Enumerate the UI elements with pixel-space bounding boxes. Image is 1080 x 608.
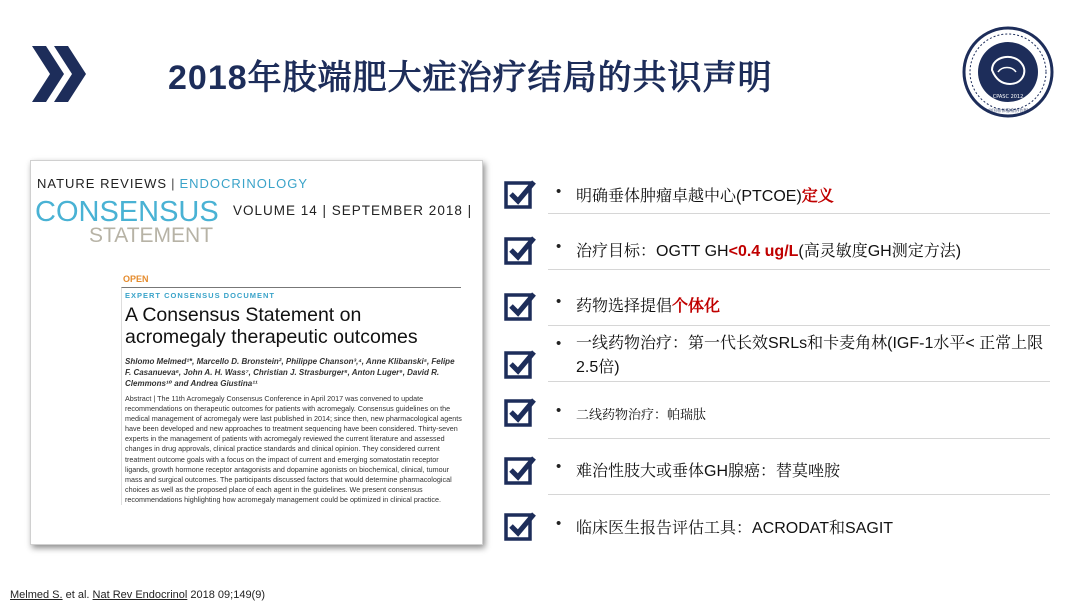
item-text: 明确垂体肿瘤卓越中心(PTCOE)	[576, 188, 802, 205]
checkbox-checked-icon	[504, 178, 536, 210]
article-abstract: Abstract | The 11th Acromegaly Consensus Conference in April 2017 was convened to update recommendations on therapeutic outcomes for patients with acromegaly. Consensus guidelines on the medical management of acromegaly were last published in 2014; since then, new pharmacological agents have been developed and new approaches to treatment sequencing have been considered. Thirty-seven experts in the management of patients with acromegaly reviewed the current literature and assessed changes in drug approvals, clinical practice standards and clinical opinion. They considered current treatment outcome goals with a focus on the impact of current and emerging somatostatin receptor ligands, growth hormone receptor antagonists and dopamine agonists on biochemical, clinical, tumour mass and surgical outcomes. The participants discussed factors that would determine pharmacological choices as well as the proposed place of each agent in the guidelines. We present consensus recommendations highlighting how acromegaly management could be optimized in clinical practice.	[125, 394, 462, 504]
divider	[548, 381, 1050, 382]
open-access-label: OPEN	[123, 274, 149, 284]
bullet: •	[556, 293, 562, 310]
doc-type-label: EXPERT CONSENSUS DOCUMENT	[125, 291, 276, 300]
item-text: 药物选择提倡	[576, 298, 673, 315]
article-title: A Consensus Statement on acromegaly therapeutic outcomes	[125, 304, 418, 348]
logo-subtext: 中国垂体腺瘤协作组	[987, 109, 1029, 114]
divider	[548, 269, 1050, 270]
double-chevron-icon	[30, 44, 90, 104]
series-title-top: CONSENSUS	[35, 196, 219, 228]
bullet: •	[556, 335, 562, 352]
series-title-bottom: STATEMENT	[89, 224, 214, 247]
list-item-text	[576, 183, 834, 206]
checkbox-checked-icon	[504, 454, 536, 486]
bullet: •	[556, 515, 562, 532]
list-item-text: 一线药物治疗：第一代长效SRLs和卡麦角林(IGF-1水平< 正常上限2.5倍)	[576, 335, 1044, 376]
paper-cover-card	[30, 160, 483, 545]
cpasc-logo	[962, 26, 1054, 118]
logo-text: CPASC 2012	[992, 94, 1024, 100]
list-item-text: 难治性肢大或垂体GH腺癌：替莫唑胺	[576, 463, 841, 480]
list-item-text	[576, 238, 961, 261]
citation-journal-link[interactable]: Nat Rev Endocrinol	[92, 589, 188, 601]
journal-name: NATURE REVIEWS	[37, 176, 168, 191]
list-item-text: 二线药物治疗：帕瑞肽	[576, 407, 707, 422]
divider	[548, 325, 1050, 326]
checkbox-checked-icon	[504, 348, 536, 380]
volume-info: VOLUME 14 | SEPTEMBER 2018 |	[233, 203, 473, 218]
list-item-text: 临床医生报告评估工具：ACRODAT和SAGIT	[576, 520, 894, 537]
checkbox-checked-icon	[504, 510, 536, 542]
citation	[10, 589, 265, 601]
divider	[548, 494, 1050, 495]
page-title: 2018年肢端肥大症治疗结局的共识声明	[168, 59, 773, 97]
citation-ref: 2018 09;149(9)	[187, 589, 265, 601]
bullet: •	[556, 402, 562, 419]
list-item-text	[576, 293, 720, 316]
citation-author-link[interactable]: Melmed S.	[10, 589, 63, 601]
journal-section: ENDOCRINOLOGY	[179, 176, 309, 191]
item-text: 治疗目标：OGTT GH	[576, 243, 729, 260]
item-highlight: 个体化	[672, 298, 721, 315]
item-highlight: 定义	[801, 188, 834, 205]
citation-etal: et al.	[62, 589, 93, 601]
checkbox-checked-icon	[504, 290, 536, 322]
article-block	[121, 287, 461, 505]
bullet: •	[556, 238, 562, 255]
article-authors: Shlomo Melmed¹*, Marcello D. Bronstein², Philippe Chanson³,⁴, Anne Klibanski⁵, Felipe F. Casanueva⁶, John A. H. Wass⁷, Christian J. Strasburger⁸, Anton Luger⁹, David R. Clemmons¹⁰ and Andrea Giustina¹¹	[125, 357, 455, 388]
bullet: •	[556, 458, 562, 475]
item-suffix: (高灵敏度GH测定方法)	[798, 243, 962, 260]
divider	[548, 213, 1050, 214]
item-highlight: <0.4 ug/L	[728, 243, 799, 260]
checkbox-checked-icon	[504, 396, 536, 428]
bullet: •	[556, 183, 562, 200]
checkbox-checked-icon	[504, 234, 536, 266]
divider	[548, 438, 1050, 439]
journal-header: NATURE REVIEWS | ENDOCRINOLOGY	[37, 176, 309, 191]
